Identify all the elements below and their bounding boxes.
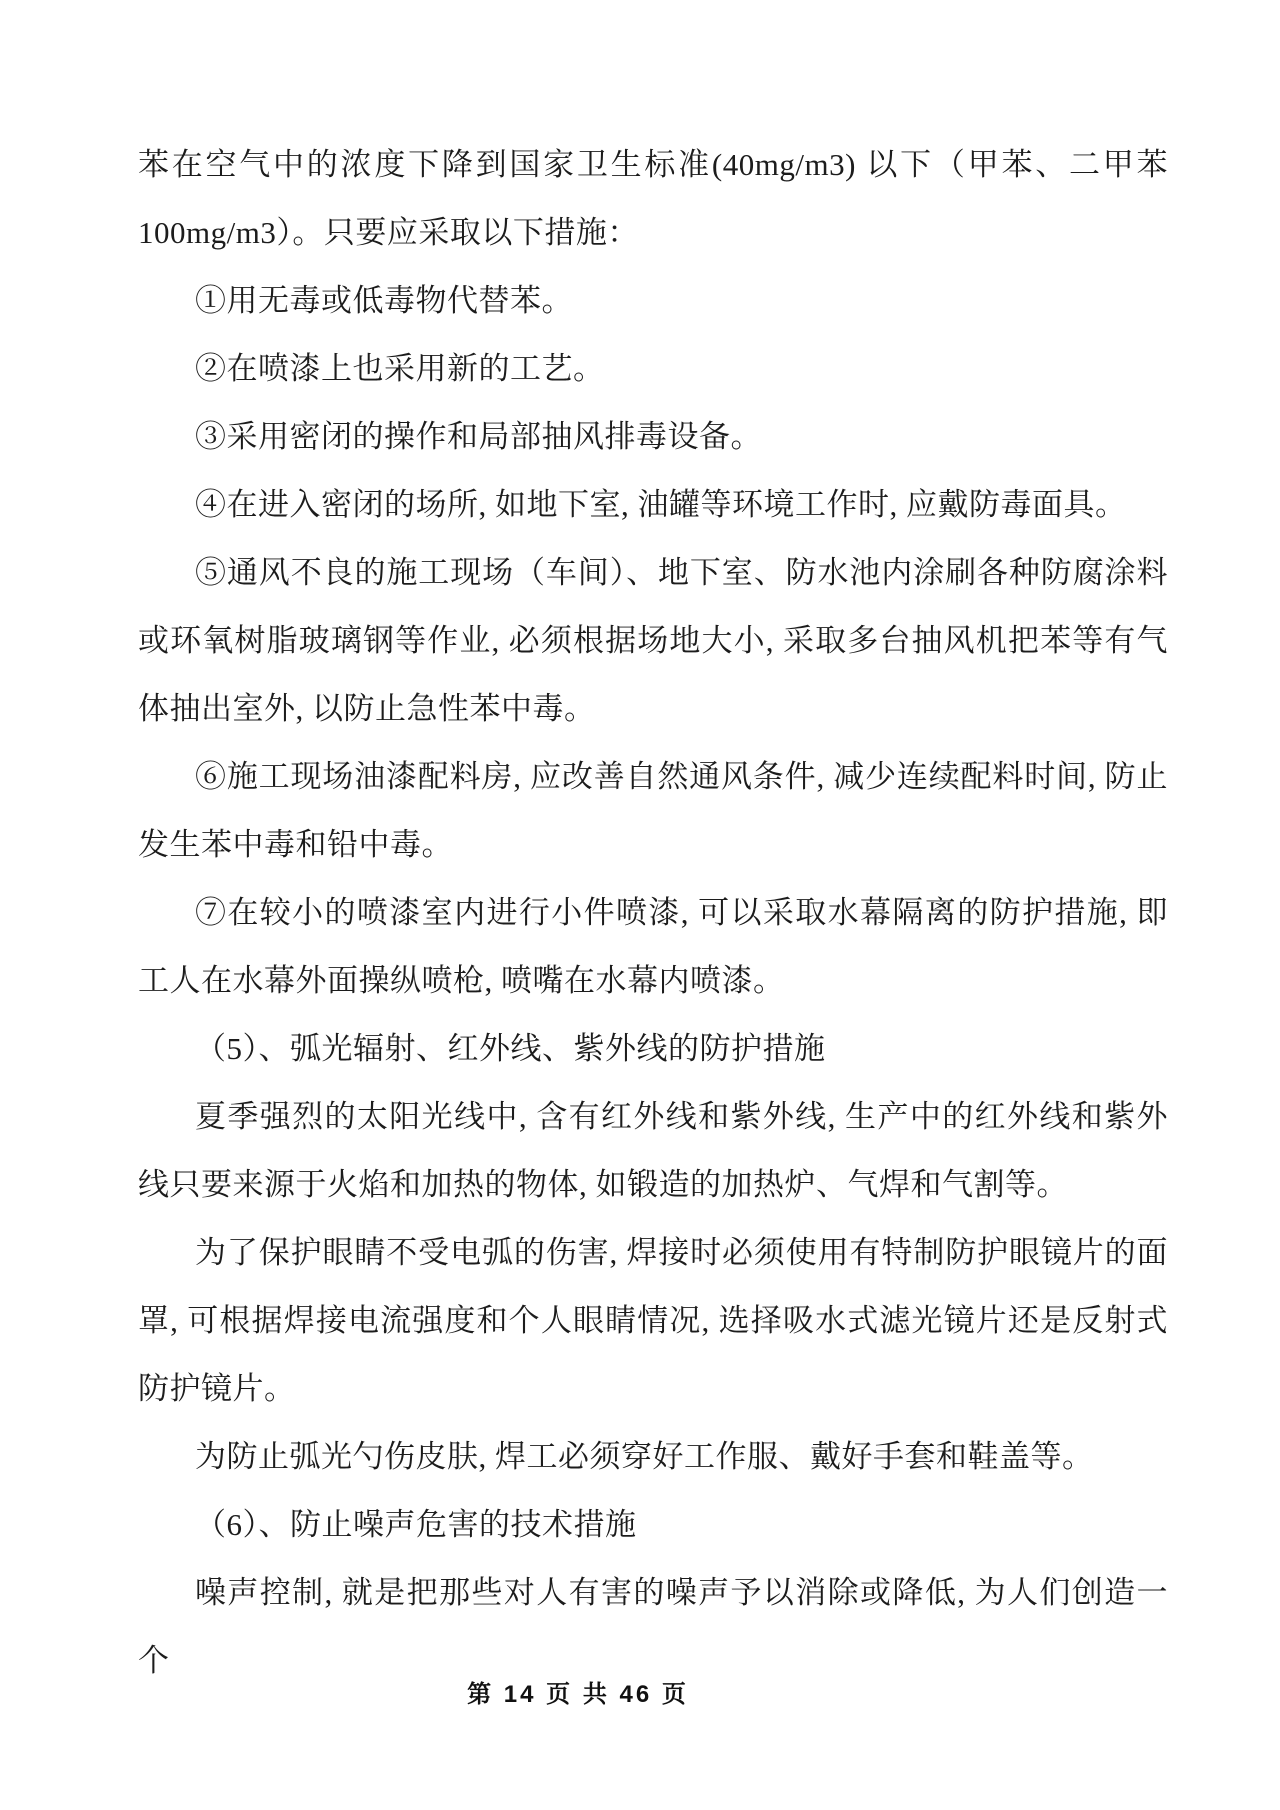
section-heading: （5）、弧光辐射、红外线、紫外线的防护措施: [195, 1031, 826, 1066]
paragraph: 为了保护眼睛不受电弧的伤害, 焊接时必须使用有特制防护眼镜片的面罩, 可根据焊接电流强度和个人眼睛情况, 选择吸水式滤光镜片还是反射式防护镜片。: [138, 1235, 1168, 1406]
paragraph: ①用无毒或低毒物代替苯。: [195, 283, 573, 318]
paragraph: ⑥施工现场油漆配料房, 应改善自然通风条件, 减少连续配料时间, 防止发生苯中毒和铅中毒。: [138, 759, 1168, 862]
paragraph: ⑦在较小的喷漆室内进行小件喷漆, 可以采取水幕隔离的防护措施, 即工人在水幕外面操纵喷枪, 喷嘴在水幕内喷漆。: [138, 895, 1168, 998]
document-body: [138, 131, 1168, 1695]
page-footer: [467, 1674, 689, 1709]
paragraph: 为防止弧光勺伤皮肤, 焊工必须穿好工作服、戴好手套和鞋盖等。: [195, 1439, 1094, 1474]
paragraph: ②在喷漆上也采用新的工艺。: [195, 351, 605, 386]
paragraph: ④在进入密闭的场所, 如地下室, 油罐等环境工作时, 应戴防毒面具。: [195, 487, 1127, 522]
paragraph: ⑤通风不良的施工现场（车间）、地下室、防水池内涂刷各种防腐涂料或环氧树脂玻璃钢等作业, 必须根据场地大小, 采取多台抽风机把苯等有气体抽出室外, 以防止急性苯中毒。: [138, 555, 1168, 726]
paragraph: ③采用密闭的操作和局部抽风排毒设备。: [195, 419, 762, 454]
section-heading: （6）、防止噪声危害的技术措施: [195, 1507, 637, 1542]
paragraph: 苯在空气中的浓度下降到国家卫生标准(40mg/m3) 以下（甲苯、二甲苯100mg/m3）。只要应采取以下措施：: [138, 147, 1168, 250]
paragraph: 噪声控制, 就是把那些对人有害的噪声予以消除或降低, 为人们创造一个: [138, 1575, 1168, 1678]
paragraph: 夏季强烈的太阳光线中, 含有红外线和紫外线, 生产中的红外线和紫外线只要来源于火焰和加热的物体, 如锻造的加热炉、气焊和气割等。: [138, 1099, 1168, 1202]
page-number-text: 第 14 页 共 46 页: [467, 1681, 689, 1708]
